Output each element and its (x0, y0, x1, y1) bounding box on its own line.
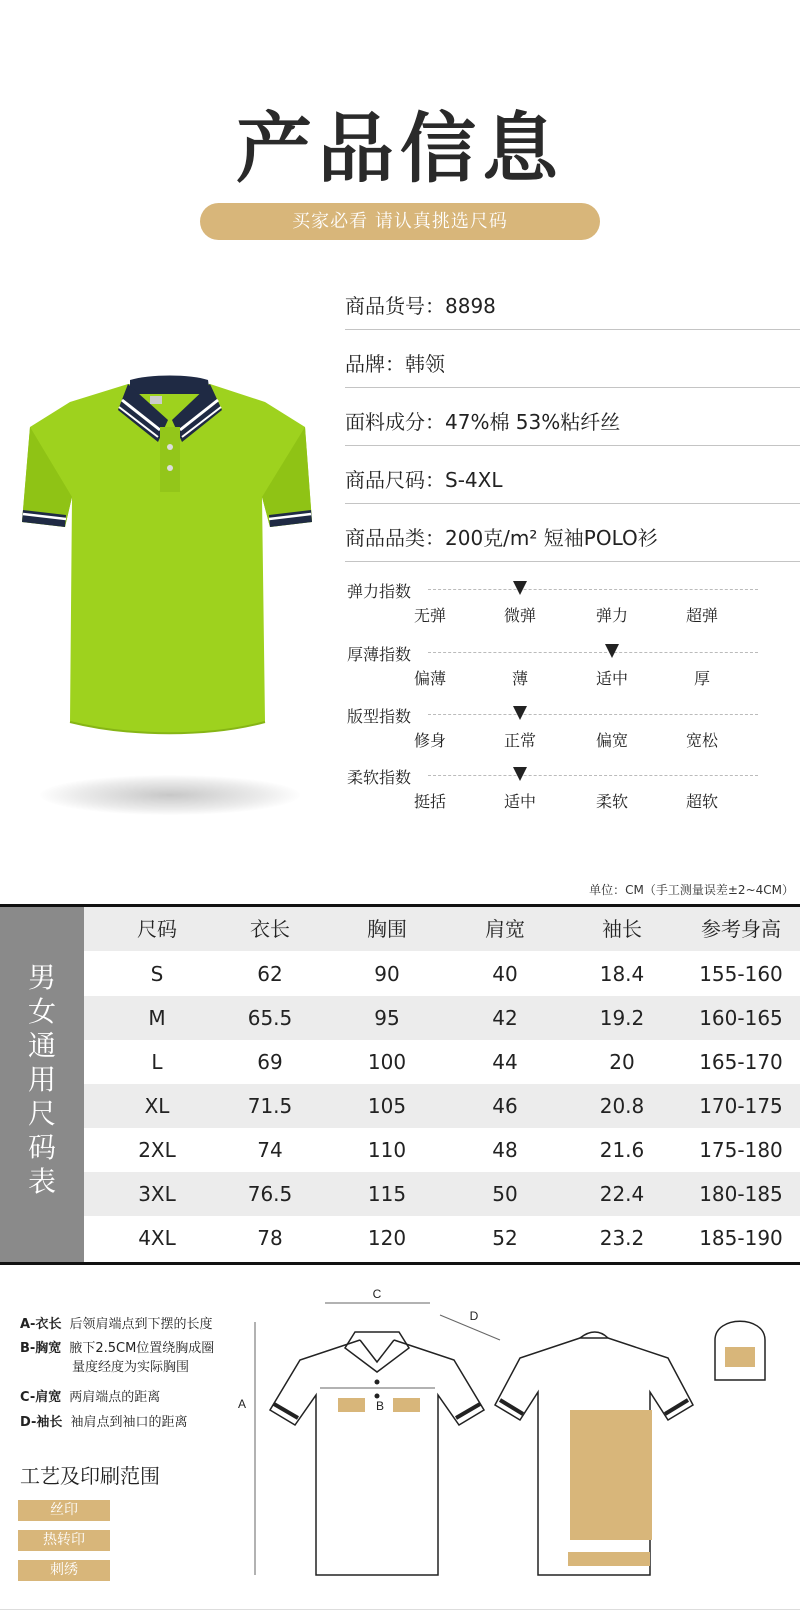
table-cell: 160-165 (699, 1006, 783, 1030)
table-cell: 175-180 (699, 1138, 783, 1162)
table-cell: 71.5 (247, 1094, 293, 1118)
legend-item (20, 1337, 214, 1356)
table-header-cell: 胸围 (367, 917, 407, 941)
craft-tag-silkscreen: 丝印 (18, 1500, 110, 1521)
info-label: 品牌： (345, 352, 405, 376)
index-option: 适中 (503, 792, 536, 811)
index-scale-line (428, 652, 758, 653)
index-option: 修身 (413, 731, 446, 750)
front-shirt-outline (270, 1332, 484, 1575)
index-label: 版型指数 (347, 707, 412, 726)
table-cell: 3XL (138, 1182, 176, 1206)
table-cell: 165-170 (699, 1050, 783, 1074)
info-value: 200克/m² 短袖POLO衫 (445, 526, 658, 550)
legend-item (20, 1386, 160, 1405)
table-row (84, 1128, 800, 1172)
table-cell: 4XL (138, 1226, 176, 1250)
left-chest-print-area (338, 1398, 365, 1412)
index-scale-line (428, 775, 758, 776)
index-option: 正常 (503, 731, 536, 750)
table-cell: 180-185 (699, 1182, 783, 1206)
info-item-category (345, 504, 800, 562)
table-cell: 76.5 (247, 1182, 293, 1206)
info-value: 韩领 (405, 352, 445, 376)
craft-tag-embroidery: 刺绣 (18, 1560, 110, 1581)
table-cell: 2XL (138, 1138, 176, 1162)
index-option: 微弹 (503, 606, 536, 625)
diagram-label-d: D (469, 1309, 479, 1323)
table-cell: 52 (492, 1226, 518, 1250)
table-cell: 22.4 (599, 1182, 645, 1206)
side-label-char: 用 (27, 1063, 56, 1096)
cap-print-area (725, 1347, 755, 1367)
table-cell: 42 (492, 1006, 518, 1030)
index-option: 偏薄 (413, 669, 446, 688)
right-chest-print-area (393, 1398, 420, 1412)
info-value: S-4XL (445, 468, 503, 492)
table-cell: 50 (492, 1182, 518, 1206)
table-header-cell: 肩宽 (485, 917, 525, 941)
table-cell: 90 (374, 962, 400, 986)
index-label: 柔软指数 (347, 768, 412, 787)
info-label: 商品品类： (345, 526, 445, 550)
table-cell: 74 (257, 1138, 283, 1162)
table-cell: S (150, 962, 164, 986)
side-label-char: 表 (27, 1165, 56, 1198)
table-row (84, 1172, 800, 1216)
table-row (84, 1084, 800, 1128)
subtitle-banner: 买家必看 请认真挑选尺码 (200, 203, 600, 240)
index-option: 适中 (595, 669, 628, 688)
diagram-label-b: B (375, 1399, 385, 1413)
index-option: 无弹 (413, 606, 446, 625)
legend-key: A-衣长 (20, 1317, 62, 1332)
craft-title: 工艺及印刷范围 (20, 1464, 160, 1488)
legend-item (20, 1411, 187, 1430)
table-row (84, 952, 800, 996)
index-label: 厚薄指数 (347, 645, 412, 664)
side-label-char: 通 (27, 1029, 56, 1062)
side-label-char: 男 (27, 961, 56, 994)
side-label-char: 尺 (27, 1097, 56, 1130)
table-header-cell: 衣长 (250, 917, 290, 941)
index-option: 超软 (685, 792, 718, 811)
diagram-label-a: A (237, 1397, 247, 1411)
table-cell: 185-190 (699, 1226, 783, 1250)
unit-note: 单位：CM（手工测量误差±2~4CM） (589, 883, 794, 897)
index-option: 挺括 (413, 792, 446, 811)
table-cell: 48 (492, 1138, 518, 1162)
table-cell: 115 (367, 1182, 407, 1206)
index-option: 超弹 (685, 606, 718, 625)
index-option: 弹力 (595, 606, 628, 625)
table-header-cell: 尺码 (137, 917, 177, 941)
down-triangle-icon (605, 644, 619, 658)
table-row (84, 1040, 800, 1084)
info-item-size (345, 446, 800, 504)
legend-item (20, 1356, 189, 1375)
table-cell: 100 (367, 1050, 407, 1074)
table-cell: 120 (367, 1226, 407, 1250)
legend-key: C-肩宽 (20, 1390, 62, 1405)
info-value: 8898 (445, 294, 496, 318)
down-triangle-icon (513, 767, 527, 781)
index-scale-line (428, 714, 758, 715)
legend-desc: 腋下2.5CM位置绕胸成圈 (69, 1341, 215, 1356)
table-cell: 19.2 (599, 1006, 645, 1030)
measurement-diagram (230, 1287, 800, 1590)
craft-tag-heat-transfer: 热转印 (18, 1530, 110, 1551)
table-cell: L (151, 1050, 163, 1074)
diagram-label-c: C (372, 1287, 382, 1301)
info-label: 面料成分： (345, 410, 445, 434)
table-cell: 69 (257, 1050, 283, 1074)
down-triangle-icon (513, 581, 527, 595)
table-cell: 40 (492, 962, 518, 986)
legend-desc: 后领肩端点到下摆的长度 (69, 1317, 213, 1332)
table-cell: 18.4 (599, 962, 645, 986)
table-cell: 46 (492, 1094, 518, 1118)
index-option: 宽松 (685, 731, 718, 750)
info-label: 商品尺码： (345, 468, 445, 492)
legend-item (20, 1313, 212, 1332)
index-option: 偏宽 (595, 731, 628, 750)
hem-print-area (568, 1552, 650, 1566)
table-cell: 95 (374, 1006, 400, 1030)
table-header-cell: 参考身高 (701, 917, 781, 941)
legend-desc: 袖肩点到袖口的距离 (70, 1415, 188, 1430)
size-table-side-label (0, 907, 84, 1262)
table-cell: 20.8 (599, 1094, 645, 1118)
table-cell: 44 (492, 1050, 518, 1074)
info-item-brand (345, 330, 800, 388)
side-label-char: 女 (27, 995, 56, 1028)
info-item-fabric (345, 388, 800, 446)
table-cell: 110 (367, 1138, 407, 1162)
polo-shirt-image (10, 372, 330, 832)
legend-desc: 两肩端点的距离 (69, 1390, 161, 1405)
table-cell: 78 (257, 1226, 283, 1250)
table-cell: M (148, 1006, 166, 1030)
table-header-row (84, 907, 800, 951)
table-header-cell: 袖长 (602, 917, 642, 941)
down-triangle-icon (513, 706, 527, 720)
index-option: 薄 (511, 669, 528, 688)
info-value: 47%棉 53%粘纤丝 (445, 410, 621, 434)
table-row (84, 996, 800, 1040)
page-title: 产品信息 (236, 104, 564, 193)
table-cell: 62 (257, 962, 283, 986)
side-label-text (0, 961, 84, 1199)
index-scale-line (428, 589, 758, 590)
table-row (84, 1216, 800, 1261)
table-cell: 105 (367, 1094, 407, 1118)
index-label: 弹力指数 (347, 582, 412, 601)
table-cell: XL (144, 1094, 170, 1118)
legend-key: D-袖长 (20, 1415, 63, 1430)
back-print-area (570, 1410, 652, 1540)
table-cell: 170-175 (699, 1094, 783, 1118)
index-option: 柔软 (595, 792, 628, 811)
table-cell: 21.6 (599, 1138, 645, 1162)
table-cell: 155-160 (699, 962, 783, 986)
info-item-sku (345, 272, 800, 330)
index-option: 厚 (693, 669, 710, 688)
bottom-divider (0, 1609, 800, 1610)
legend-desc: 量度经度为实际胸围 (72, 1360, 190, 1375)
side-label-char: 码 (27, 1131, 56, 1164)
info-label: 商品货号： (345, 294, 445, 318)
legend-key: B-胸宽 (20, 1341, 62, 1356)
table-cell: 65.5 (247, 1006, 293, 1030)
table-cell: 23.2 (599, 1226, 645, 1250)
table-cell: 20 (609, 1050, 635, 1074)
